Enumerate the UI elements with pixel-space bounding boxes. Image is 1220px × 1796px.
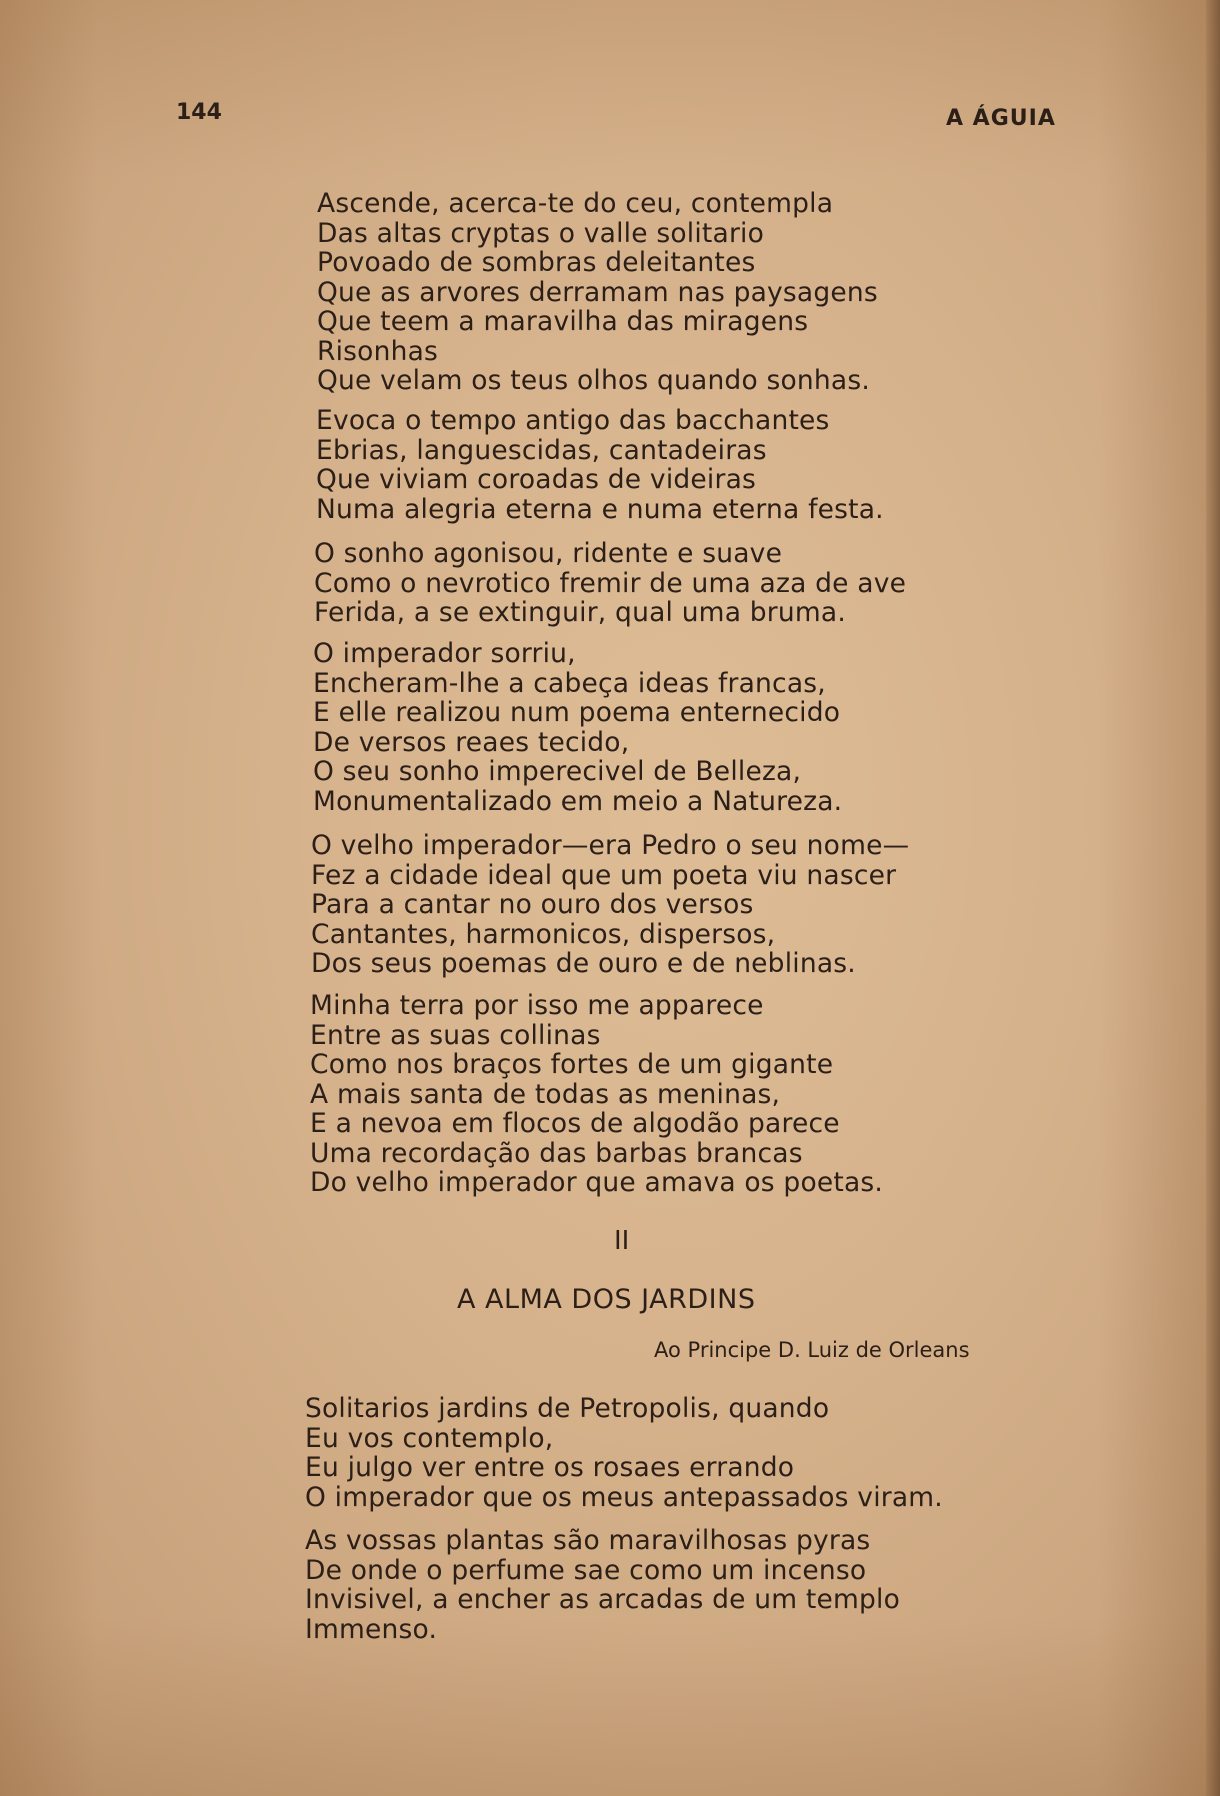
section-number: II xyxy=(614,1226,630,1256)
stanza-3 xyxy=(314,539,906,628)
verse-line: O imperador sorriu, xyxy=(313,638,576,669)
verse-line: Minha terra por isso me apparece xyxy=(310,990,764,1021)
section-title: A ALMA DOS JARDINS xyxy=(457,1284,756,1315)
verse-line: As vossas plantas são maravilhosas pyras xyxy=(305,1525,871,1556)
verse-line: Como nos braços fortes de um gigante xyxy=(310,1049,834,1080)
verse-line: Numa alegria eterna e numa eterna festa. xyxy=(316,493,884,525)
verse-line: Evoca o tempo antigo das bacchantes xyxy=(316,405,830,436)
verse-line: O imperador que os meus antepassados viram. xyxy=(305,1481,943,1513)
verse-line: De onde o perfume sae como um incenso xyxy=(305,1554,867,1586)
stanza-4 xyxy=(313,639,842,816)
page-edge xyxy=(1206,0,1220,1796)
verse-line: Que teem a maravilha das miragens xyxy=(317,306,809,337)
verse-line: Das altas cryptas o valle solitario xyxy=(317,217,765,249)
verse-line: Para a cantar no ouro dos versos xyxy=(311,889,754,920)
verse-line: Cantantes, harmonicos, dispersos, xyxy=(311,918,776,950)
verse-line: Que as arvores derramam nas paysagens xyxy=(317,276,878,308)
verse-line: Que viviam coroadas de videiras xyxy=(316,464,757,495)
verse-line: Povoado de sombras deleitantes xyxy=(317,247,756,278)
verse-line: Solitarios jardins de Petropolis, quando xyxy=(305,1393,830,1424)
running-head: A ÁGUIA xyxy=(946,106,1056,131)
verse-line: E elle realizou num poema enternecido xyxy=(313,697,841,728)
verse-line: Uma recordação das barbas brancas xyxy=(310,1137,803,1169)
verse-line: Como o nevrotico fremir de uma aza de ave xyxy=(314,567,907,599)
verse-line: E a nevoa em flocos de algodão parece xyxy=(310,1108,840,1139)
verse-line: Fez a cidade ideal que um poeta viu nascer xyxy=(311,859,897,891)
verse-line: Invisivel, a encher as arcadas de um templo xyxy=(305,1584,900,1615)
verse-line: Ebrias, languescidas, cantadeiras xyxy=(316,434,767,466)
verse-line: Eu vos contemplo, xyxy=(305,1422,554,1454)
verse-line: A mais santa de todas as meninas, xyxy=(310,1078,781,1110)
verse-line: O velho imperador—era Pedro o seu nome— xyxy=(311,830,910,861)
verse-line: Monumentalizado em meio a Natureza. xyxy=(313,785,843,817)
verse-line: O sonho agonisou, ridente e suave xyxy=(314,538,783,569)
page-number: 144 xyxy=(176,100,222,125)
verse-line: Do velho imperador que amava os poetas. xyxy=(310,1167,884,1198)
stanza-5 xyxy=(311,831,909,979)
stanza-2 xyxy=(316,406,884,524)
verse-line: Encheram-lhe a cabeça ideas francas, xyxy=(313,667,826,699)
verse-line: O seu sonho imperecivel de Belleza, xyxy=(313,756,802,787)
verse-line: Entre as suas collinas xyxy=(310,1019,601,1051)
verse-line: Eu julgo ver entre os rosaes errando xyxy=(305,1452,795,1483)
stanza-8 xyxy=(305,1526,900,1644)
verse-line: Risonhas xyxy=(317,335,439,367)
stanza-1 xyxy=(317,189,878,396)
stanza-7 xyxy=(305,1394,943,1512)
verse-line: Ascende, acerca-te do ceu, contempla xyxy=(317,188,834,219)
verse-line: Ferida, a se extinguir, qual uma bruma. xyxy=(314,597,846,628)
verse-line: Dos seus poemas de ouro e de neblinas. xyxy=(311,948,856,979)
verse-line: Immenso. xyxy=(305,1613,438,1645)
stanza-6 xyxy=(310,991,883,1198)
verse-line: De versos reaes tecido, xyxy=(313,726,630,758)
dedication: Ao Principe D. Luiz de Orleans xyxy=(654,1338,970,1362)
verse-line: Que velam os teus olhos quando sonhas. xyxy=(317,365,870,396)
